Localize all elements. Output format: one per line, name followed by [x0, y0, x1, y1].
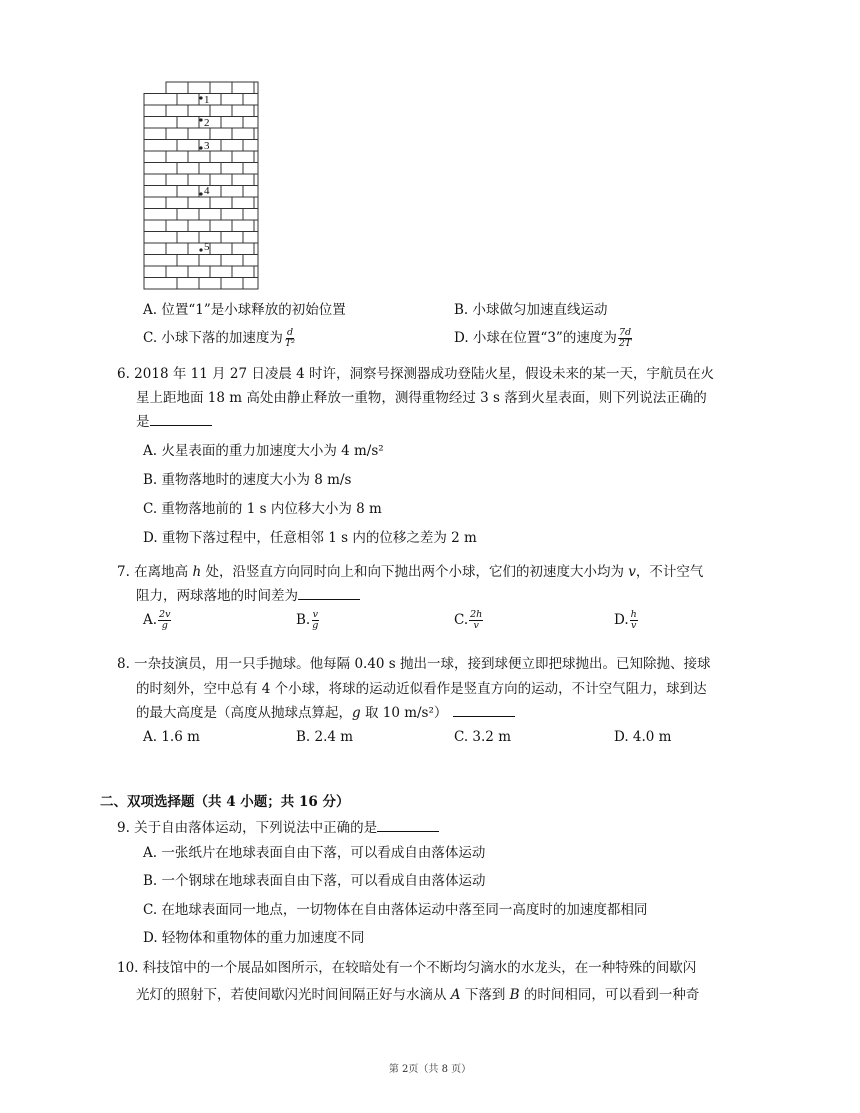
- fraction: $\frac{2v}{g}$: [159, 609, 171, 631]
- q7-option-c: C. $\frac{2h}{v}$: [454, 609, 483, 631]
- position-label-2: 2: [204, 117, 210, 129]
- brick-row: [144, 220, 258, 232]
- q9-option-a: A. 一张纸片在地球表面自由下落，可以看成自由落体运动: [143, 845, 486, 861]
- brick-row: [144, 197, 258, 209]
- q8-line-2: 的时刻外，空中总有 4 个小球，将球的运动近似看作是竖直方向的运动，不计空气阻力，球到达: [136, 681, 707, 697]
- position-label-4: 4: [204, 185, 210, 197]
- brick-row: [166, 82, 258, 94]
- ball-position-dot: [199, 248, 202, 251]
- q9-option-b: B. 一个钢球在地球表面自由下落，可以看成自由落体运动: [143, 873, 486, 889]
- brick-row: [144, 117, 258, 129]
- fraction: $\frac{d}{\text{T²}}$: [284, 327, 296, 349]
- brick-row: [144, 128, 258, 140]
- brick-wall-figure: [140, 78, 280, 298]
- q9-option-d: D. 轻物体和重物体的重力加速度不同: [143, 930, 365, 946]
- q5-option-a: A. 位置“1”是小球释放的初始位置: [143, 302, 346, 318]
- page-footer: 第 2页（共 8 页）: [388, 1064, 472, 1075]
- ball-position-dot: [199, 96, 202, 99]
- section-2-title: 二、双项选择题（共 4 小题；共 16 分）: [100, 794, 350, 810]
- q7-option-d: D. $\frac{h}{v}$: [614, 609, 637, 631]
- q8-option-b: B. 2.4 m: [296, 729, 354, 745]
- fraction: $\frac{v}{g}$: [312, 609, 319, 631]
- position-label-1: 1: [204, 94, 210, 106]
- position-label-5: 5: [204, 241, 210, 253]
- q10-line-1: 10. 科技馆中的一个展品如图所示，在较暗处有一个不断均匀滴水的水龙头，在一种特殊的间歇闪: [117, 960, 697, 976]
- answer-blank: [377, 819, 439, 832]
- q6-option-c: C. 重物落地前的 1 s 内位移大小为 8 m: [143, 501, 382, 517]
- q7-line-2: 阻力，两球落地的时间差为: [136, 586, 360, 606]
- ball-position-dot: [199, 118, 202, 121]
- answer-blank: [453, 704, 515, 717]
- q5-option-d: D. 小球在位置“3”的速度为 $\frac{7d}{2T}$: [454, 327, 632, 349]
- q7-option-b: B. $\frac{v}{g}$: [296, 609, 319, 631]
- q8-option-d: D. 4.0 m: [614, 729, 672, 745]
- ball-position-dot: [199, 192, 202, 195]
- brick-row: [144, 163, 258, 175]
- q7-line-1: 7. 在离地高 h 处，沿竖直方向同时向上和向下抛出两个小球，它们的初速度大小均为 v，不计空气: [117, 564, 704, 580]
- fraction: $\frac{7d}{2T}$: [618, 327, 632, 349]
- q8-line-1: 8. 一杂技演员，用一只手抛球。他每隔 0.40 s 抛出一球，接到球便立即把球抛出。已知除抛、接球: [117, 656, 711, 672]
- ball-position-dot: [199, 146, 202, 149]
- brick-row: [144, 105, 258, 117]
- q5-option-c: C. 小球下落的加速度为 $\frac{d}{\text{T²}}$: [143, 327, 296, 349]
- position-label-3: 3: [204, 140, 210, 152]
- q9-line-1: 9. 关于自由落体运动，下列说法中正确的是: [117, 818, 439, 838]
- brick-row: [144, 255, 258, 267]
- q6-option-a: A. 火星表面的重力加速度大小为 4 m/s²: [143, 443, 384, 459]
- q6-line-2: 星上距地面 18 m 高处由静止释放一重物，测得重物经过 3 s 落到火星表面，则下列说法正确的: [136, 390, 707, 406]
- q5-option-b: B. 小球做匀加速直线运动: [454, 302, 608, 318]
- brick-row: [144, 209, 258, 221]
- brick-row: [144, 174, 258, 186]
- q9-option-c: C. 在地球表面同一地点，一切物体在自由落体运动中落至同一高度时的加速度都相同: [143, 902, 648, 918]
- q7-option-a: A. $\frac{2v}{g}$: [143, 609, 171, 631]
- q6-option-b: B. 重物落地时的速度大小为 8 m/s: [143, 472, 352, 488]
- brick-row: [144, 266, 258, 278]
- q6-line-1: 6. 2018 年 11 月 27 日凌晨 4 时许，洞察号探测器成功登陆火星，假设未来的某一天，宇航员在火: [117, 366, 715, 382]
- q8-option-a: A. 1.6 m: [143, 729, 200, 745]
- q8-line-3: 的最大高度是（高度从抛球点算起，g 取 10 m/s²）: [136, 703, 515, 723]
- answer-blank: [150, 413, 212, 426]
- q6-line-3: 是: [136, 412, 212, 432]
- q8-option-c: C. 3.2 m: [454, 729, 511, 745]
- brick-row: [144, 151, 258, 163]
- brick-row: [144, 232, 258, 244]
- q10-line-2: 光灯的照射下，若使间歇闪光时间间隔正好与水滴从 A 下落到 B 的时间相同，可以看到一种奇: [136, 987, 700, 1003]
- brick-row: [144, 278, 258, 290]
- fraction: $\frac{2h}{v}$: [470, 609, 483, 631]
- fraction: $\frac{h}{v}$: [630, 609, 637, 631]
- answer-blank: [298, 587, 360, 600]
- q6-option-d: D. 重物下落过程中，任意相邻 1 s 内的位移之差为 2 m: [143, 530, 477, 546]
